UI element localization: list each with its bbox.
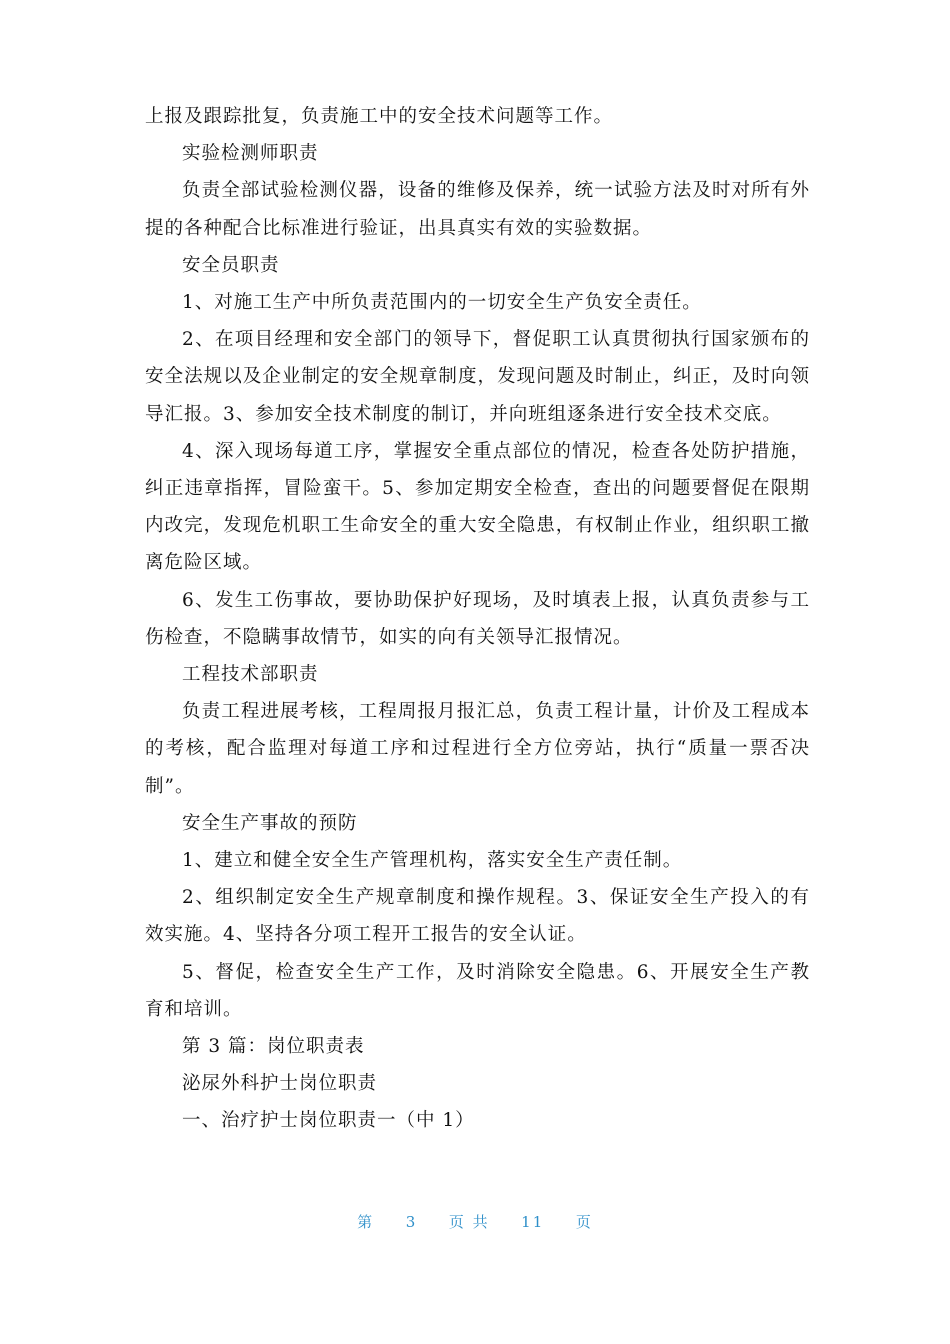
- section-heading: 第 3 篇：岗位职责表: [182, 1036, 365, 1058]
- section-heading: 安全员职责: [182, 254, 280, 276]
- paragraph: 上报及跟踪批复，负责施工中的安全技术问题等工作。: [145, 106, 614, 127]
- current-page-number: 3: [405, 1213, 418, 1231]
- paragraph: 负责工程进展考核，工程周报月报汇总，负责工程计量，计价及工程成本的考核，配合监理对每道工序和过程进行全方位旁站，执行“质量一票否决制”。: [145, 701, 810, 797]
- section-heading: 安全生产事故的预防: [182, 812, 358, 834]
- section-heading: 实验检测师职责: [182, 143, 319, 165]
- footer-suffix: 页: [575, 1213, 593, 1231]
- section-heading: 泌尿外科护士岗位职责: [182, 1073, 378, 1095]
- section-heading: 工程技术部职责: [182, 664, 319, 686]
- page-body: [145, 98, 810, 1140]
- paragraph: 4、深入现场每道工序，掌握安全重点部位的情况，检查各处防护措施，纠正违章指挥，冒险蛮干。5、参加定期安全检查，查出的问题要督促在限期内改完，发现危机职工生命安全的重大安全隐患，有权制止作业，组织职工撤离危险区域。: [145, 440, 810, 574]
- footer-middle: 页 共: [448, 1213, 490, 1231]
- paragraph: 1、对施工生产中所负责范围内的一切安全生产负安全责任。: [182, 292, 702, 314]
- total-page-count: 11: [521, 1213, 545, 1231]
- footer-prefix: 第: [357, 1213, 375, 1231]
- paragraph: 一、治疗护士岗位职责一（中 1）: [182, 1110, 475, 1132]
- paragraph: 1、建立和健全安全生产管理机构，落实安全生产责任制。: [182, 850, 683, 872]
- paragraph: 负责全部试验检测仪器，设备的维修及保养，统一试验方法及时对所有外提的各种配合比标准进行验证，出具真实有效的实验数据。: [145, 180, 810, 239]
- page-footer: [0, 1211, 950, 1232]
- paragraph: 6、发生工伤事故，要协助保护好现场，及时填表上报，认真负责参与工伤检查，不隐瞒事故情节，如实的向有关领导汇报情况。: [145, 589, 810, 648]
- paragraph: 5、督促，检查安全生产工作，及时消除安全隐患。6、开展安全生产教育和培训。: [145, 961, 810, 1020]
- paragraph: 2、组织制定安全生产规章制度和操作规程。3、保证安全生产投入的有效实施。4、坚持各分项工程开工报告的安全认证。: [145, 887, 810, 946]
- paragraph: 2、在项目经理和安全部门的领导下，督促职工认真贯彻执行国家颁布的安全法规以及企业制定的安全规章制度，发现问题及时制止，纠正，及时向领导汇报。3、参加安全技术制度的制订，并向班组逐条进行安全技术交底。: [145, 329, 810, 425]
